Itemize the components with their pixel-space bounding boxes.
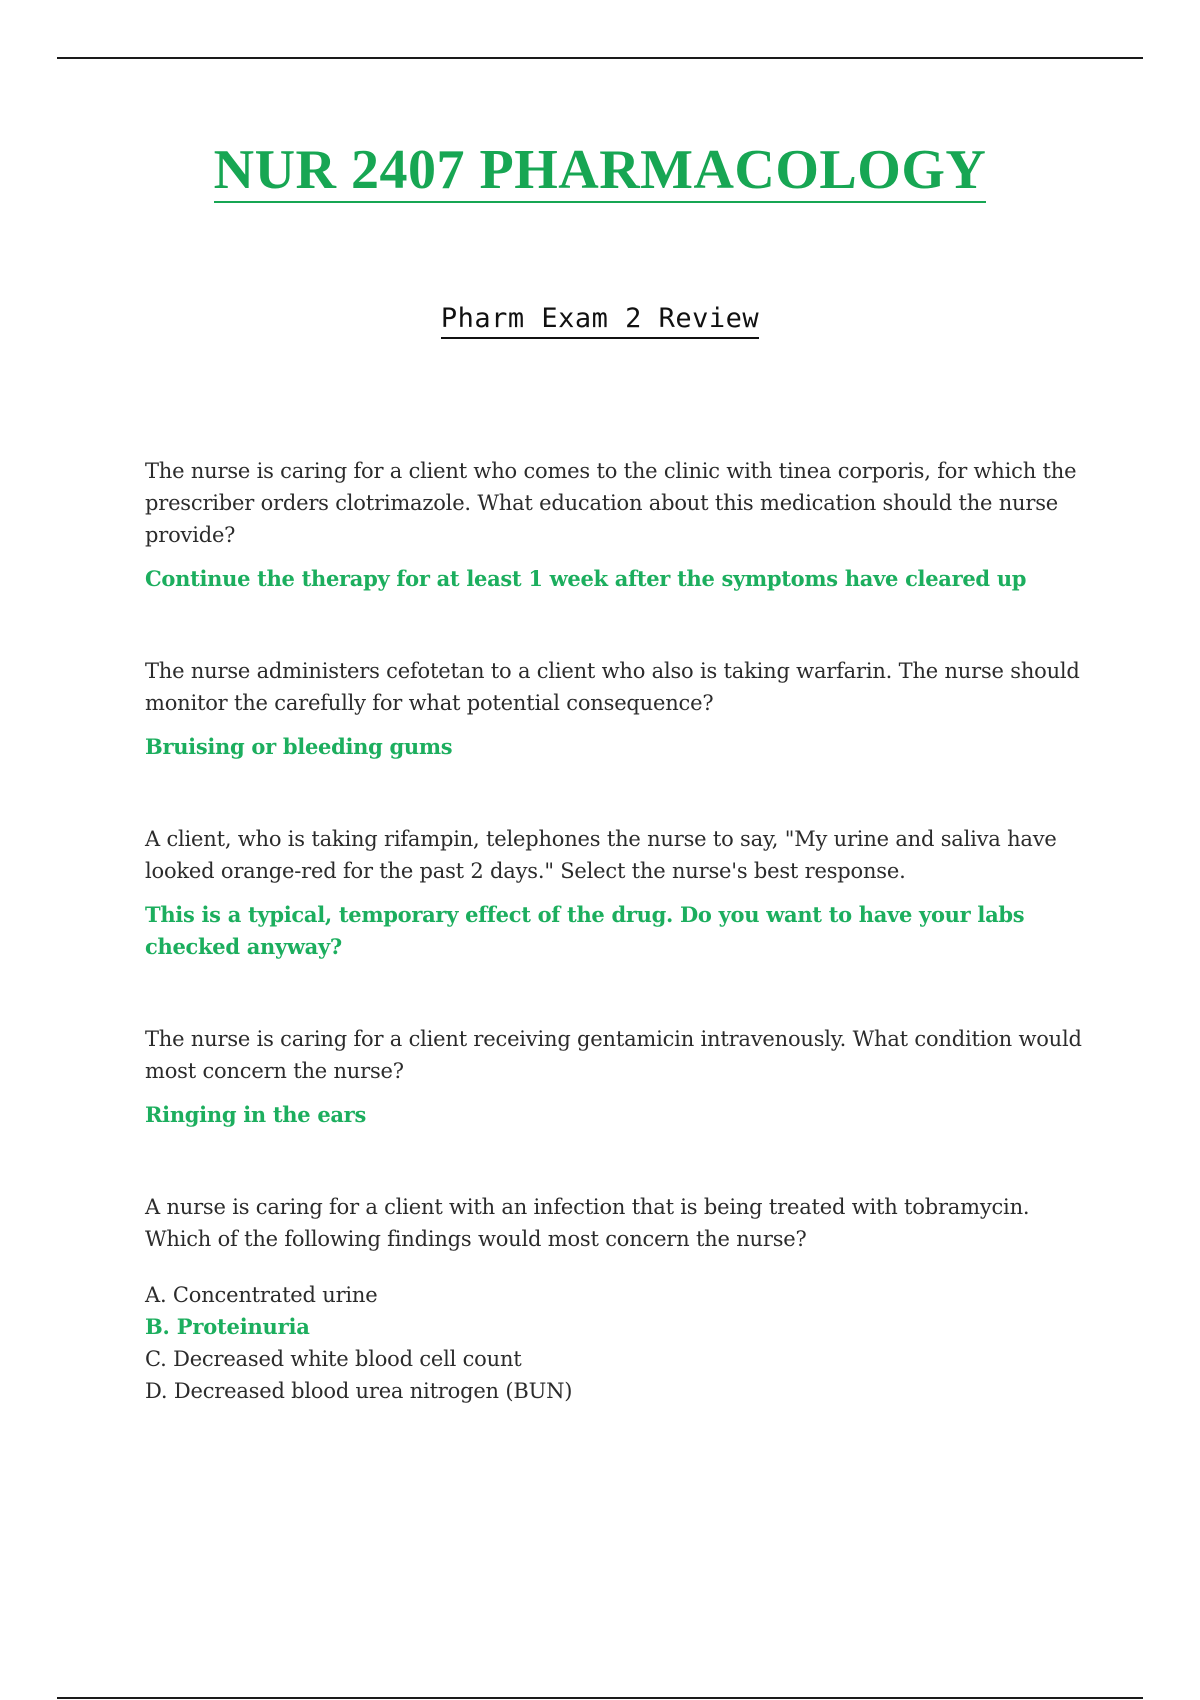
bottom-rule xyxy=(57,1697,1143,1699)
answer-text: Ringing in the ears xyxy=(145,1102,366,1127)
answer-text: This is a typical, temporary effect of the drug. Do you want to have your labs checked anyway? xyxy=(145,902,1025,959)
question-list xyxy=(145,455,1095,1467)
document-title-wrap xyxy=(0,140,1200,200)
answer-text: Bruising or bleeding gums xyxy=(145,734,453,759)
question-text: A nurse is caring for a client with an infection that is being treated with tobramycin. Which of the following findings would most concern the nurse? xyxy=(145,1195,1030,1251)
document-subtitle-wrap xyxy=(0,303,1200,334)
question-block xyxy=(145,823,1095,963)
option-b-correct: B. Proteinuria xyxy=(145,1314,310,1339)
top-rule xyxy=(57,57,1143,59)
question-text: The nurse is caring for a client who comes to the clinic with tinea corporis, for which the prescriber orders clotrimazole. What education about this medication should the nurse provide? xyxy=(145,459,1077,547)
option-c: C. Decreased white blood cell count xyxy=(145,1347,522,1371)
answer-text: Continue the therapy for at least 1 week after the symptoms have cleared up xyxy=(145,566,1027,591)
option-d: D. Decreased blood urea nitrogen (BUN) xyxy=(145,1379,573,1403)
question-block xyxy=(145,1023,1095,1131)
question-block xyxy=(145,1191,1095,1407)
question-text: A client, who is taking rifampin, telephones the nurse to say, "My urine and saliva have looked orange-red for the past 2 days." Select the nurse's best response. xyxy=(145,827,1057,883)
question-block xyxy=(145,655,1095,763)
document-subtitle: Pharm Exam 2 Review xyxy=(441,303,759,339)
question-text: The nurse administers cefotetan to a client who also is taking warfarin. The nurse should monitor the carefully for what potential consequence? xyxy=(145,659,1080,715)
answer-options xyxy=(145,1279,1095,1407)
question-text: The nurse is caring for a client receiving gentamicin intravenously. What condition would most concern the nurse? xyxy=(145,1027,1082,1083)
question-block xyxy=(145,455,1095,595)
option-a: A. Concentrated urine xyxy=(145,1283,378,1307)
document-title: NUR 2407 PHARMACOLOGY xyxy=(213,139,987,201)
